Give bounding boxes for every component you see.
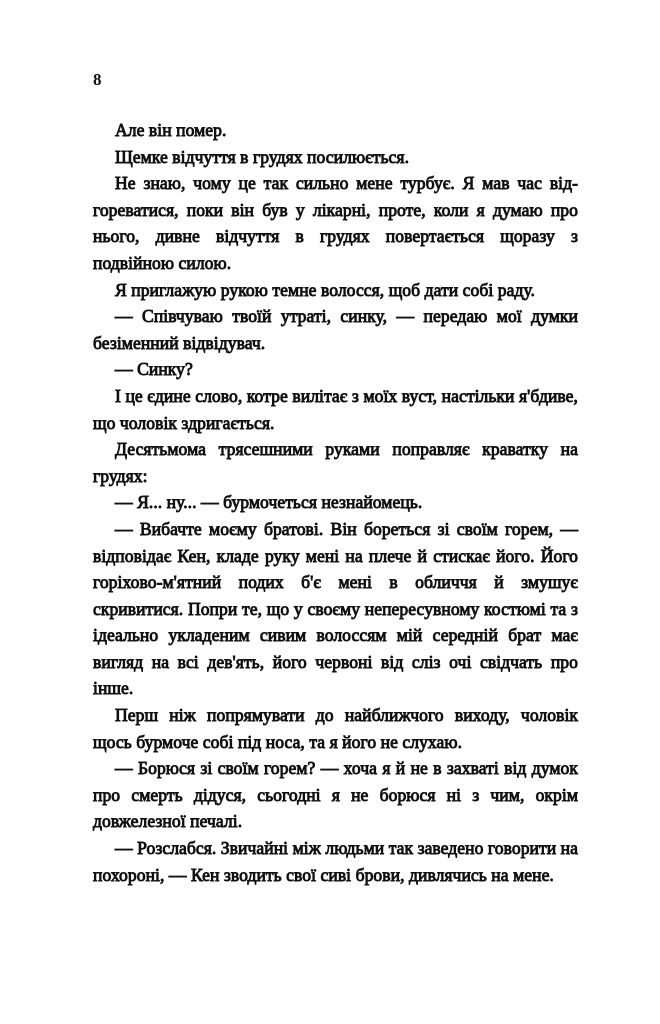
paragraph: Перш ніж попрямувати до найближчого виходу, чоловік щось бурмоче собі під носа, та я його не слухаю. xyxy=(93,705,578,752)
paragraph: — Синку? xyxy=(115,359,193,380)
paragraph: — Співчуваю твоїй утраті, синку, — передаю мої думки безіменний відвідувач. xyxy=(93,306,578,353)
paragraph: — Вибачте моєму братові. Він бореться зі своїм горем, — відповідає Кен, кладе руку мені на плече й стискає його. Його горіхово-м'ятний подих б'є мені в обличчя й змушує скривитися. Попри те, що у своєму непересувному костюмі та з ідеально укладеним сивим волоссям мій середній брат має вигляд на всі дев'ять, його червоні від сліз очі свідчать про інше. xyxy=(93,518,578,699)
paragraph: — Борюся зі своїм горем? — хоча я й не в захваті від думок про смерть дідуся, сьогодні я не борюся ні з чим, окрім довжелезної печалі. xyxy=(93,758,578,832)
paragraph: — Розслабся. Звичайні між людьми так заведено говорити на похороні, — Кен зводить свої сиві брови, дивлячись на мене. xyxy=(93,838,578,885)
paragraph: І це єдине слово, котре вилітає з моїх вуст, настільки я'бдиве, що чоловік здригається. xyxy=(93,385,578,433)
paragraph: Щемке відчуття в грудях посилюється. xyxy=(115,146,410,167)
paragraph: Я приглажую рукою темне волосся, щоб дати собі раду. xyxy=(115,279,535,300)
paragraph: Але він помер. xyxy=(115,120,227,140)
paragraph: Десятьмома трясешними руками поправляє краватку на грудях: xyxy=(93,439,578,486)
body-text xyxy=(93,117,578,888)
paragraph: Не знаю, чому це так сильно мене турбує. Я мав час відгореватися, поки він був у лікарні, проте, коли я думаю про нього, дивне відчуття в грудях повертається щоразу з подвійною силою. xyxy=(93,173,578,273)
paragraph: — Я... ну... — бурмочеться незнайомець. xyxy=(115,492,423,513)
page-number: 8 xyxy=(93,70,102,89)
